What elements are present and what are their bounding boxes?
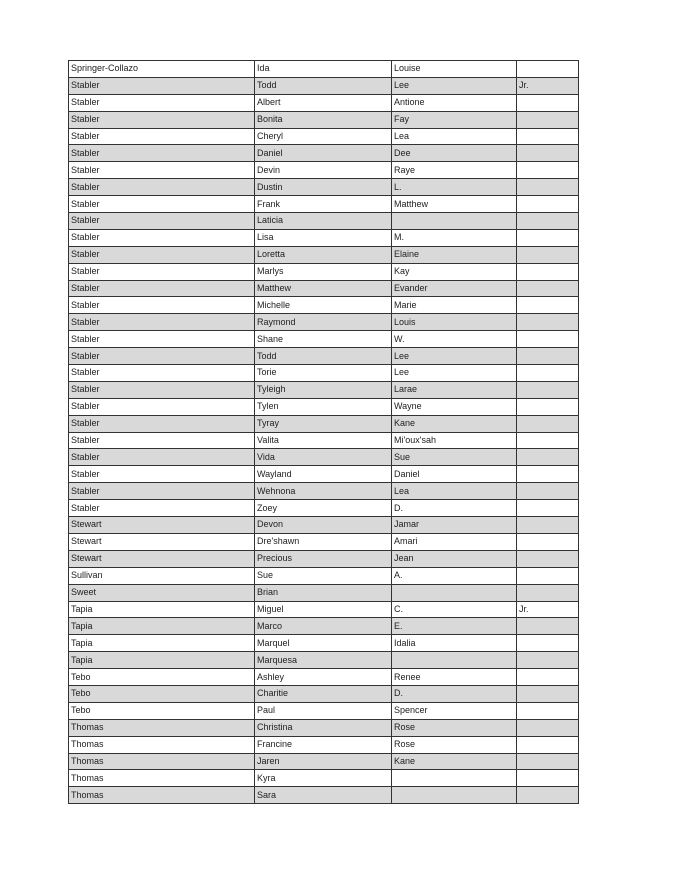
suffix-cell [517, 787, 579, 804]
suffix-cell [517, 736, 579, 753]
last-name-cell: Thomas [69, 753, 255, 770]
last-name-cell: Tebo [69, 685, 255, 702]
table-row [69, 128, 579, 145]
suffix-cell [517, 145, 579, 162]
table-row [69, 567, 579, 584]
suffix-cell [517, 415, 579, 432]
suffix-cell [517, 213, 579, 230]
last-name-cell: Stabler [69, 297, 255, 314]
suffix-cell [517, 517, 579, 534]
middle-name-cell: Amari [392, 533, 517, 550]
last-name-cell: Stabler [69, 432, 255, 449]
first-name-cell: Cheryl [255, 128, 392, 145]
suffix-cell [517, 483, 579, 500]
last-name-cell: Stabler [69, 94, 255, 111]
table-row [69, 246, 579, 263]
middle-name-cell: Lea [392, 128, 517, 145]
first-name-cell: Torie [255, 365, 392, 382]
last-name-cell: Tapia [69, 652, 255, 669]
first-name-cell: Devin [255, 162, 392, 179]
table-row [69, 601, 579, 618]
table-row [69, 702, 579, 719]
last-name-cell: Stabler [69, 128, 255, 145]
middle-name-cell: Louis [392, 314, 517, 331]
first-name-cell: Christina [255, 719, 392, 736]
last-name-cell: Stabler [69, 77, 255, 94]
first-name-cell: Lisa [255, 229, 392, 246]
suffix-cell [517, 398, 579, 415]
last-name-cell: Stabler [69, 365, 255, 382]
table-row [69, 196, 579, 213]
table-row [69, 415, 579, 432]
middle-name-cell: Antione [392, 94, 517, 111]
middle-name-cell: Wayne [392, 398, 517, 415]
table-row [69, 533, 579, 550]
last-name-cell: Stabler [69, 213, 255, 230]
first-name-cell: Marquel [255, 635, 392, 652]
suffix-cell [517, 449, 579, 466]
last-name-cell: Thomas [69, 770, 255, 787]
suffix-cell [517, 61, 579, 78]
table-row [69, 229, 579, 246]
table-row [69, 365, 579, 382]
middle-name-cell [392, 770, 517, 787]
last-name-cell: Stabler [69, 196, 255, 213]
first-name-cell: Miguel [255, 601, 392, 618]
first-name-cell: Devon [255, 517, 392, 534]
suffix-cell [517, 229, 579, 246]
table-row [69, 61, 579, 78]
suffix-cell [517, 348, 579, 365]
first-name-cell: Vida [255, 449, 392, 466]
suffix-cell [517, 770, 579, 787]
first-name-cell: Sara [255, 787, 392, 804]
middle-name-cell: Rose [392, 719, 517, 736]
suffix-cell [517, 635, 579, 652]
table-row [69, 331, 579, 348]
last-name-cell: Stabler [69, 263, 255, 280]
suffix-cell: Jr. [517, 601, 579, 618]
last-name-cell: Thomas [69, 719, 255, 736]
table-row [69, 432, 579, 449]
middle-name-cell: Larae [392, 381, 517, 398]
suffix-cell [517, 567, 579, 584]
table-row [69, 348, 579, 365]
last-name-cell: Stabler [69, 314, 255, 331]
table-row [69, 618, 579, 635]
first-name-cell: Bonita [255, 111, 392, 128]
first-name-cell: Michelle [255, 297, 392, 314]
first-name-cell: Frank [255, 196, 392, 213]
table-row [69, 179, 579, 196]
middle-name-cell [392, 652, 517, 669]
first-name-cell: Francine [255, 736, 392, 753]
table-row [69, 770, 579, 787]
first-name-cell: Marlys [255, 263, 392, 280]
last-name-cell: Stabler [69, 179, 255, 196]
middle-name-cell: Renee [392, 669, 517, 686]
last-name-cell: Thomas [69, 736, 255, 753]
middle-name-cell: Lee [392, 348, 517, 365]
middle-name-cell: Rose [392, 736, 517, 753]
name-list-body [69, 61, 579, 804]
suffix-cell [517, 314, 579, 331]
suffix-cell [517, 432, 579, 449]
first-name-cell: Tylen [255, 398, 392, 415]
first-name-cell: Tyleigh [255, 381, 392, 398]
suffix-cell [517, 263, 579, 280]
suffix-cell [517, 111, 579, 128]
first-name-cell: Precious [255, 550, 392, 567]
last-name-cell: Stewart [69, 550, 255, 567]
suffix-cell [517, 652, 579, 669]
table-row [69, 753, 579, 770]
last-name-cell: Stabler [69, 348, 255, 365]
middle-name-cell [392, 213, 517, 230]
last-name-cell: Stabler [69, 500, 255, 517]
first-name-cell: Wehnona [255, 483, 392, 500]
table-row [69, 550, 579, 567]
table-row [69, 111, 579, 128]
middle-name-cell: Spencer [392, 702, 517, 719]
suffix-cell [517, 381, 579, 398]
suffix-cell [517, 128, 579, 145]
table-row [69, 314, 579, 331]
middle-name-cell: Marie [392, 297, 517, 314]
suffix-cell [517, 685, 579, 702]
first-name-cell: Dustin [255, 179, 392, 196]
suffix-cell [517, 702, 579, 719]
suffix-cell [517, 533, 579, 550]
first-name-cell: Sue [255, 567, 392, 584]
middle-name-cell: Dee [392, 145, 517, 162]
last-name-cell: Stabler [69, 449, 255, 466]
last-name-cell: Tapia [69, 601, 255, 618]
middle-name-cell: M. [392, 229, 517, 246]
middle-name-cell: Elaine [392, 246, 517, 263]
first-name-cell: Ida [255, 61, 392, 78]
last-name-cell: Stabler [69, 280, 255, 297]
middle-name-cell: E. [392, 618, 517, 635]
table-row [69, 162, 579, 179]
table-row [69, 398, 579, 415]
last-name-cell: Stabler [69, 229, 255, 246]
table-row [69, 517, 579, 534]
table-row [69, 449, 579, 466]
middle-name-cell: W. [392, 331, 517, 348]
suffix-cell [517, 753, 579, 770]
suffix-cell [517, 162, 579, 179]
suffix-cell [517, 365, 579, 382]
last-name-cell: Stabler [69, 381, 255, 398]
suffix-cell: Jr. [517, 77, 579, 94]
table-row [69, 787, 579, 804]
last-name-cell: Tebo [69, 702, 255, 719]
first-name-cell: Shane [255, 331, 392, 348]
first-name-cell: Brian [255, 584, 392, 601]
middle-name-cell: C. [392, 601, 517, 618]
first-name-cell: Kyra [255, 770, 392, 787]
table-row [69, 145, 579, 162]
first-name-cell: Todd [255, 348, 392, 365]
suffix-cell [517, 618, 579, 635]
middle-name-cell: Lea [392, 483, 517, 500]
first-name-cell: Laticia [255, 213, 392, 230]
suffix-cell [517, 179, 579, 196]
last-name-cell: Stabler [69, 331, 255, 348]
suffix-cell [517, 669, 579, 686]
last-name-cell: Stabler [69, 111, 255, 128]
last-name-cell: Tebo [69, 669, 255, 686]
last-name-cell: Stabler [69, 466, 255, 483]
suffix-cell [517, 719, 579, 736]
first-name-cell: Wayland [255, 466, 392, 483]
table-row [69, 483, 579, 500]
first-name-cell: Raymond [255, 314, 392, 331]
first-name-cell: Dre'shawn [255, 533, 392, 550]
last-name-cell: Stabler [69, 145, 255, 162]
first-name-cell: Jaren [255, 753, 392, 770]
suffix-cell [517, 297, 579, 314]
middle-name-cell: Fay [392, 111, 517, 128]
table-row [69, 94, 579, 111]
first-name-cell: Valita [255, 432, 392, 449]
table-row [69, 263, 579, 280]
middle-name-cell: Idalia [392, 635, 517, 652]
first-name-cell: Ashley [255, 669, 392, 686]
suffix-cell [517, 280, 579, 297]
first-name-cell: Paul [255, 702, 392, 719]
table-row [69, 584, 579, 601]
middle-name-cell [392, 584, 517, 601]
middle-name-cell: Sue [392, 449, 517, 466]
first-name-cell: Tyray [255, 415, 392, 432]
middle-name-cell: Jamar [392, 517, 517, 534]
last-name-cell: Tapia [69, 635, 255, 652]
table-row [69, 635, 579, 652]
suffix-cell [517, 331, 579, 348]
last-name-cell: Stabler [69, 415, 255, 432]
last-name-cell: Stewart [69, 533, 255, 550]
suffix-cell [517, 550, 579, 567]
last-name-cell: Stewart [69, 517, 255, 534]
table-row [69, 77, 579, 94]
table-row [69, 652, 579, 669]
middle-name-cell: Lee [392, 365, 517, 382]
middle-name-cell: L. [392, 179, 517, 196]
table-row [69, 500, 579, 517]
middle-name-cell: Kane [392, 753, 517, 770]
middle-name-cell: Mi'oux'sah [392, 432, 517, 449]
suffix-cell [517, 584, 579, 601]
middle-name-cell: Raye [392, 162, 517, 179]
first-name-cell: Albert [255, 94, 392, 111]
middle-name-cell: D. [392, 500, 517, 517]
middle-name-cell: Jean [392, 550, 517, 567]
middle-name-cell: D. [392, 685, 517, 702]
suffix-cell [517, 246, 579, 263]
last-name-cell: Sullivan [69, 567, 255, 584]
first-name-cell: Daniel [255, 145, 392, 162]
first-name-cell: Charitie [255, 685, 392, 702]
middle-name-cell: Matthew [392, 196, 517, 213]
table-row [69, 719, 579, 736]
last-name-cell: Springer-Collazo [69, 61, 255, 78]
suffix-cell [517, 500, 579, 517]
last-name-cell: Sweet [69, 584, 255, 601]
first-name-cell: Matthew [255, 280, 392, 297]
name-list-table [68, 60, 579, 804]
middle-name-cell [392, 787, 517, 804]
table-row [69, 297, 579, 314]
table-row [69, 736, 579, 753]
middle-name-cell: Kay [392, 263, 517, 280]
middle-name-cell: Lee [392, 77, 517, 94]
first-name-cell: Todd [255, 77, 392, 94]
first-name-cell: Marquesa [255, 652, 392, 669]
middle-name-cell: Daniel [392, 466, 517, 483]
table-row [69, 669, 579, 686]
suffix-cell [517, 196, 579, 213]
middle-name-cell: A. [392, 567, 517, 584]
suffix-cell [517, 94, 579, 111]
middle-name-cell: Louise [392, 61, 517, 78]
last-name-cell: Stabler [69, 246, 255, 263]
suffix-cell [517, 466, 579, 483]
first-name-cell: Loretta [255, 246, 392, 263]
table-row [69, 685, 579, 702]
table-row [69, 466, 579, 483]
middle-name-cell: Kane [392, 415, 517, 432]
table-row [69, 280, 579, 297]
last-name-cell: Stabler [69, 483, 255, 500]
middle-name-cell: Evander [392, 280, 517, 297]
last-name-cell: Tapia [69, 618, 255, 635]
last-name-cell: Stabler [69, 398, 255, 415]
table-row [69, 213, 579, 230]
table-row [69, 381, 579, 398]
last-name-cell: Stabler [69, 162, 255, 179]
last-name-cell: Thomas [69, 787, 255, 804]
first-name-cell: Marco [255, 618, 392, 635]
first-name-cell: Zoey [255, 500, 392, 517]
